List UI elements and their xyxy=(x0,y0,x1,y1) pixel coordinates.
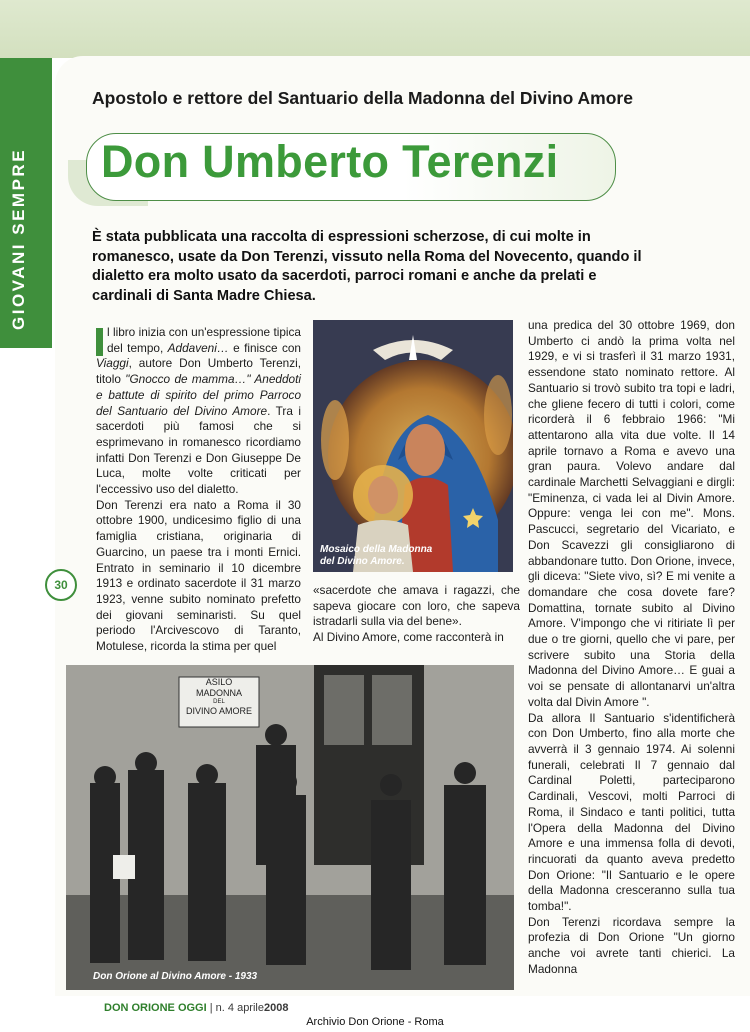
issue-info: n. 4 aprile xyxy=(215,1002,264,1014)
footer-divider: | xyxy=(209,1002,216,1014)
article-lead: È stata pubblicata una raccolta di espressioni scherzose, di cui molte in romanesco, usate da Don Terenzi, vissuto nella Roma del Novecento, quando il dialetto era molto usato da sacerdoti, parroci romani e anche da prelati e cardinali di Santa Madre Chiesa. xyxy=(92,229,642,304)
photo-caption: Don Orione al Divino Amore - 1933 xyxy=(93,971,258,982)
page-number: 30 xyxy=(45,569,77,601)
issue-year: 2008 xyxy=(263,1002,289,1014)
paragraph: Don Terenzi era nato a Roma il 30 ottobre 1900, undicesimo figlio di una famiglia cristiana, originaria di Guarcino, un paese tra i monti Ernici. Entrato in seminario il 10 dicembre 1913 e ordinato sacerdote il 31 marzo 1923, venne subito nominato prefetto dei giovani seminaristi. Su quel periodo l'Arcivescovo di Taranto, Motulese, ricorda la stima per quel xyxy=(96,497,301,654)
paragraph: l libro inizia con un'espressione tipica del tempo, Addaveni… e finisce con Viaggi, autore Don Umberto Terenzi, titolo "Gnocco de mamma…" Aneddoti e battute di spirito del primo Parroco del Santuario del Divino Amore. Tra i sacerdoti più famosi che si esprimevano in romanesco ricordiamo infatti Don Terenzi e Don Giuseppe De Luca, molte volte criticati per l'eccessivo uso del dialetto. xyxy=(96,325,301,497)
article-title: Don Umberto Terenzi xyxy=(101,136,559,187)
text-column-1 xyxy=(96,325,301,655)
section-label: GIOVANI SEMPRE xyxy=(9,147,28,330)
footer xyxy=(104,1002,288,1014)
top-band xyxy=(0,0,750,58)
archive-credit: Archivio Don Orione - Roma xyxy=(306,1016,444,1028)
dropcap-bar xyxy=(96,328,103,356)
text-column-2: «sacerdote che amava i ragazzi, che sapeva giocare con loro, che sapeva istradarli sulla via del bene». Al Divino Amore, come racconterà in xyxy=(313,583,520,645)
mosaic-caption: Mosaico della Madonna del Divino Amore. xyxy=(320,544,433,567)
paragraph: Da allora Il Santuario s'identificherà con Don Umberto, fino alla morte che avverrà il 3 gennaio 1974. Ai solenni funerali, celebrati Il 7 gennaio dal Cardinal Poletti, parteciparono Cardinali, Vescovi, molti Parroci di Roma, il Sindaco e tanti politici, tutta l'Opera della Madonna del Divino Amore e una immensa folla di devoti, rincuorati da quanto aveva predetto Don Orione: "Il Santuario e le opere della Madonna cresceranno sulla tua tomba!". xyxy=(528,710,735,914)
mosaic-image xyxy=(313,320,513,572)
kicker-heading: Apostolo e rettore del Santuario della Madonna del Divino Amore xyxy=(92,88,633,108)
paragraph: una predica del 30 ottobre 1969, don Umberto ci andò la prima volta nel 1929, e vi si trasferì il 31 marzo 1931, essendone stato nominato rettore. Al Santuario si trovò subito tra topi e ladri, che gliene fecero di tutti i colori, come ricorderà il 6 febbraio 1966: "Mi attentarono alla vita due volte. Il 14 aprile tornavo a Roma e avevo una gran paura. Volevo andare dal cardinale Marchetti Selvaggiani e dirgli: "Eminenza, ci vada lei al Divin Amore. Oppure: venga lei con me". Mons. Pascucci, segretario del Vicariato, e Don Scavezzi gli consigliarono di abbandonare tutto. Don Orione, invece, gli diceva: "Siete vivo, sì? E mi venite a domandare che cosa dovete fare? Domattina, tornate subito al Divino Amore. V'impongo che vi ritiriate lì per due o tre giorni, quello che vi pare, per scrivere subito una Storia della Madonna del Divino Amore… E guai a voi se pensate di allontanarvi un'altra volta dal Divin Amore ". xyxy=(528,318,735,709)
historical-photo xyxy=(66,665,514,990)
paragraph: Don Terenzi ricordava sempre la profezia di Don Orione "Un giorno anche voi avrete tanti chierici. La Madonna xyxy=(528,914,735,976)
text-column-3 xyxy=(528,318,735,978)
magazine-brand: DON ORIONE OGGI xyxy=(104,1002,207,1014)
photo-sign: ASILO MADONNA DEL DIVINO AMORE xyxy=(185,677,252,716)
